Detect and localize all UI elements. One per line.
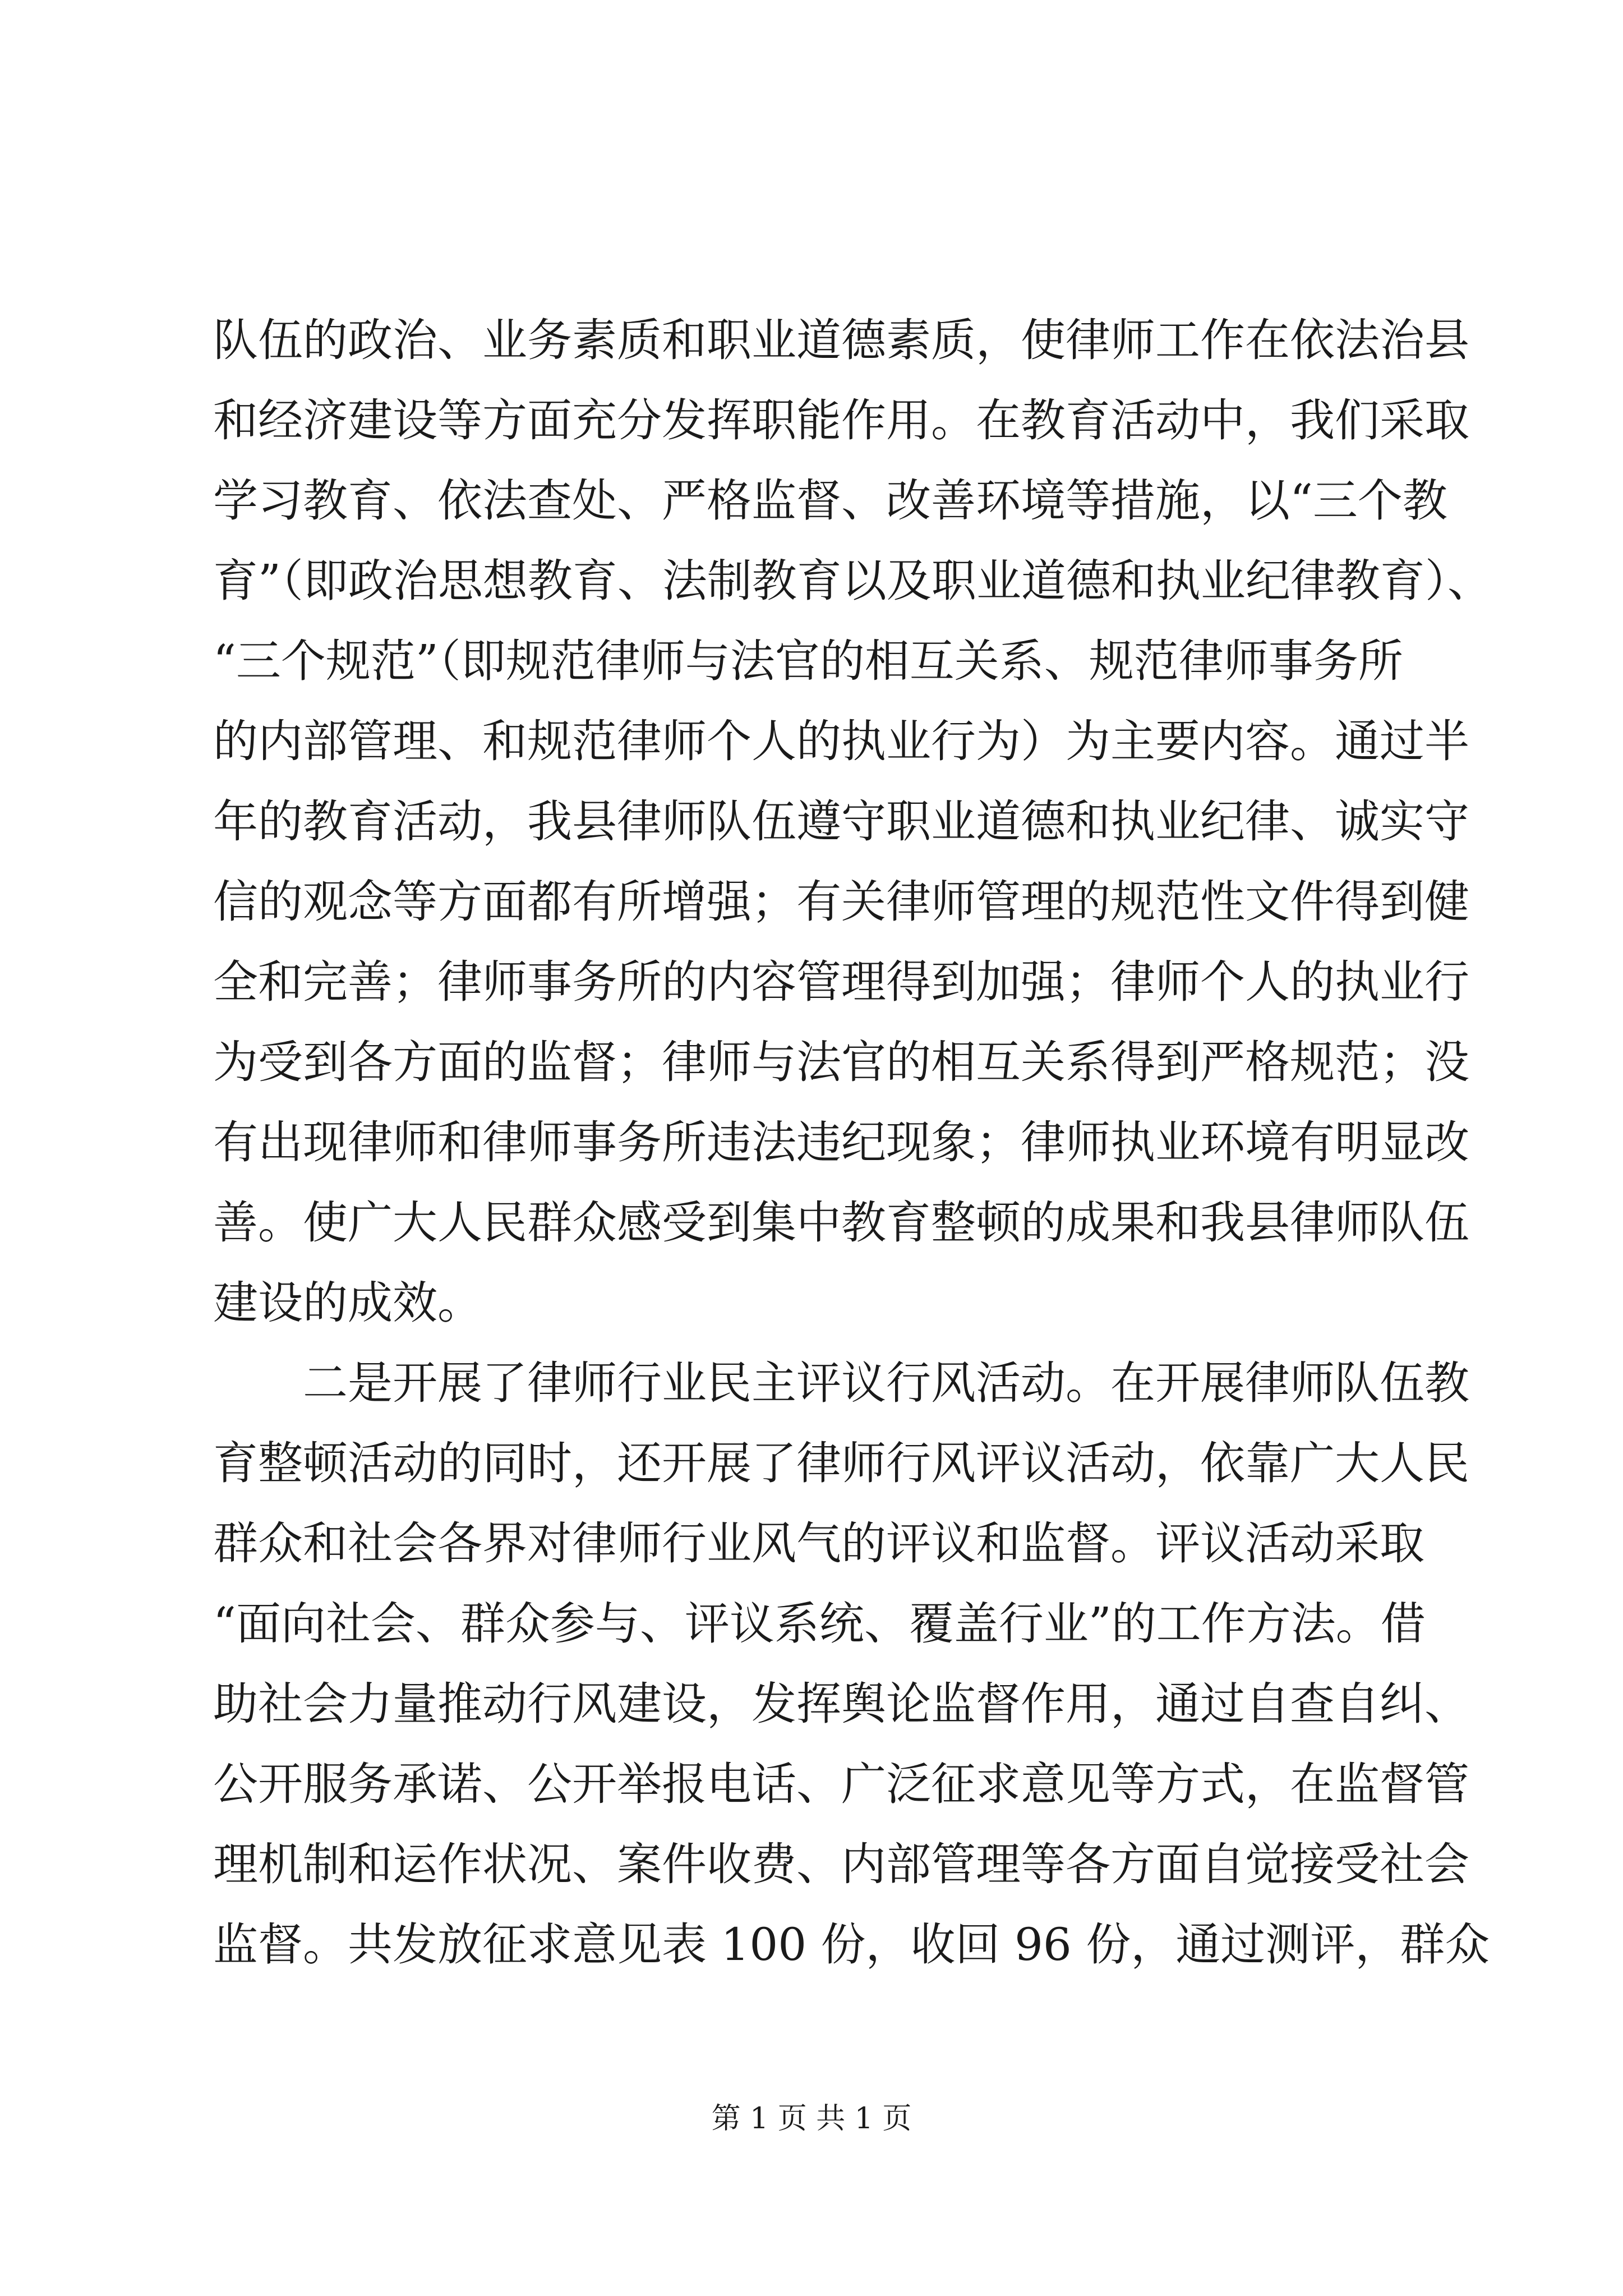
text-line: 监督。共发放征求意见表 100 份，收回 96 份，通过测评，群众 [213, 1918, 1490, 1971]
text-line: 年的教育活动，我县律师队伍遵守职业道德和执业纪律、诚实守 [213, 795, 1469, 848]
text-line: 群众和社会各界对律师行业风气的评议和监督。评议活动采取 [213, 1517, 1424, 1570]
text-line: 助社会力量推动行风建设，发挥舆论监督作用，通过自查自纠、 [213, 1678, 1469, 1730]
text-line: “三个规范”（即规范律师与法官的相互关系、规范律师事务所 [213, 635, 1403, 687]
paragraph-first-line: 二是开展了律师行业民主评议行风活动。在开展律师队伍教 [303, 1357, 1469, 1409]
document-body [213, 300, 1492, 1985]
text-line: 的内部管理、和规范律师个人的执业行为）为主要内容。通过半 [213, 715, 1469, 767]
text-line: 育”（即政治思想教育、法制教育以及职业道德和执业纪律教育）、 [213, 555, 1492, 607]
text-line: 有出现律师和律师事务所违法违纪现象；律师执业环境有明显改 [213, 1116, 1469, 1168]
text-line: 信的观念等方面都有所增强；有关律师管理的规范性文件得到健 [213, 876, 1469, 928]
text-line: 全和完善；律师事务所的内容管理得到加强；律师个人的执业行 [213, 956, 1469, 1008]
text-line: 公开服务承诺、公开举报电话、广泛征求意见等方式，在监督管 [213, 1758, 1469, 1810]
page-footer [0, 2099, 1623, 2138]
text-line: 善。使广大人民群众感受到集中教育整顿的成果和我县律师队伍 [213, 1197, 1469, 1249]
text-line: 理机制和运作状况、案件收费、内部管理等各方面自觉接受社会 [213, 1838, 1469, 1890]
text-line: 队伍的政治、业务素质和职业道德素质，使律师工作在依法治县 [213, 314, 1469, 366]
text-line: 和经济建设等方面充分发挥职能作用。在教育活动中，我们采取 [213, 394, 1469, 447]
text-line: 育整顿活动的同时，还开展了律师行风评议活动，依靠广大人民 [213, 1437, 1469, 1489]
page-number-label: 第 1 页 共 1 页 [711, 2102, 912, 2136]
text-line: 建设的成效。 [213, 1277, 482, 1329]
text-line: 为受到各方面的监督；律师与法官的相互关系得到严格规范；没 [213, 1036, 1469, 1088]
text-line: “面向社会、群众参与、评议系统、覆盖行业”的工作方法。借 [213, 1598, 1426, 1650]
text-line: 学习教育、依法查处、严格监督、改善环境等措施，以“三个教 [213, 475, 1447, 527]
